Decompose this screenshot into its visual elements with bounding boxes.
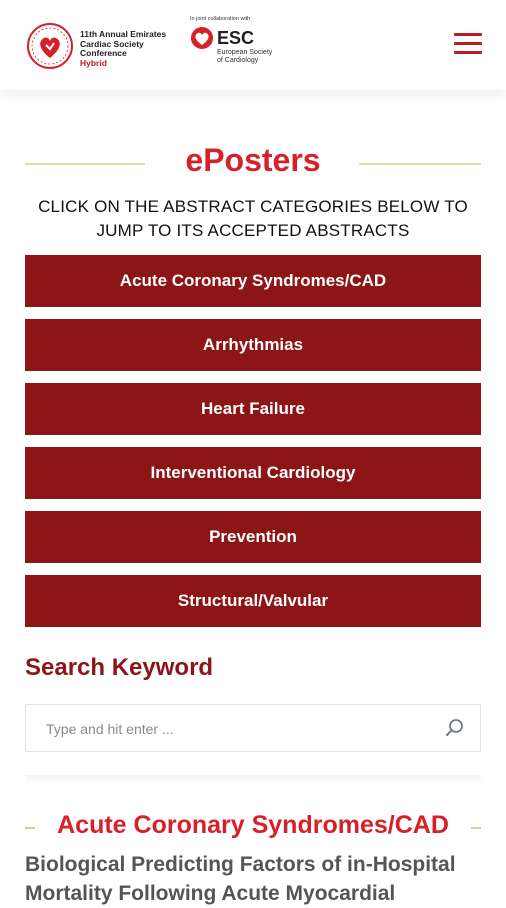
search-box bbox=[25, 704, 481, 752]
instructions-text: CLICK ON THE ABSTRACT CATEGORIES BELOW TO JUMP TO ITS ACCEPTED ABSTRACTS bbox=[38, 197, 468, 240]
abstract-title-link[interactable]: Biological Predicting Factors of in-Hospital Mortality Following Acute Myocardial bbox=[25, 853, 456, 905]
category-button-prevention[interactable]: Prevention bbox=[25, 511, 481, 563]
esc-subtitle: European Society of Cardiology bbox=[217, 49, 273, 64]
search-heading: Search Keyword bbox=[25, 654, 214, 681]
collab-text: In joint collaboration with bbox=[190, 16, 251, 22]
page-title-row bbox=[25, 142, 481, 182]
emirates-cardiac-society-logo[interactable] bbox=[26, 20, 176, 70]
search-input[interactable] bbox=[44, 717, 428, 741]
esc-name: ESC bbox=[217, 28, 255, 48]
category-button-acs-cad[interactable]: Acute Coronary Syndromes/CAD bbox=[25, 255, 481, 307]
hamburger-menu-icon[interactable] bbox=[454, 33, 482, 55]
search-icon[interactable] bbox=[444, 717, 466, 739]
category-button-heart-failure[interactable]: Heart Failure bbox=[25, 383, 481, 435]
esc-heart-icon bbox=[190, 26, 214, 50]
category-button-interventional-cardiology[interactable]: Interventional Cardiology bbox=[25, 447, 481, 499]
conference-name: 11th Annual Emirates Cardiac Society Conference Hybrid bbox=[80, 29, 167, 68]
site-header bbox=[0, 0, 506, 90]
esc-logo[interactable] bbox=[190, 16, 300, 72]
ecs-emblem-icon bbox=[26, 22, 74, 70]
section-divider bbox=[25, 775, 481, 783]
category-button-structural-valvular[interactable]: Structural/Valvular bbox=[25, 575, 481, 627]
page-title: ePosters bbox=[185, 142, 321, 178]
category-button-arrhythmias[interactable]: Arrhythmias bbox=[25, 319, 481, 371]
section-title: Acute Coronary Syndromes/CAD bbox=[57, 811, 449, 839]
section-heading-row bbox=[25, 811, 481, 845]
